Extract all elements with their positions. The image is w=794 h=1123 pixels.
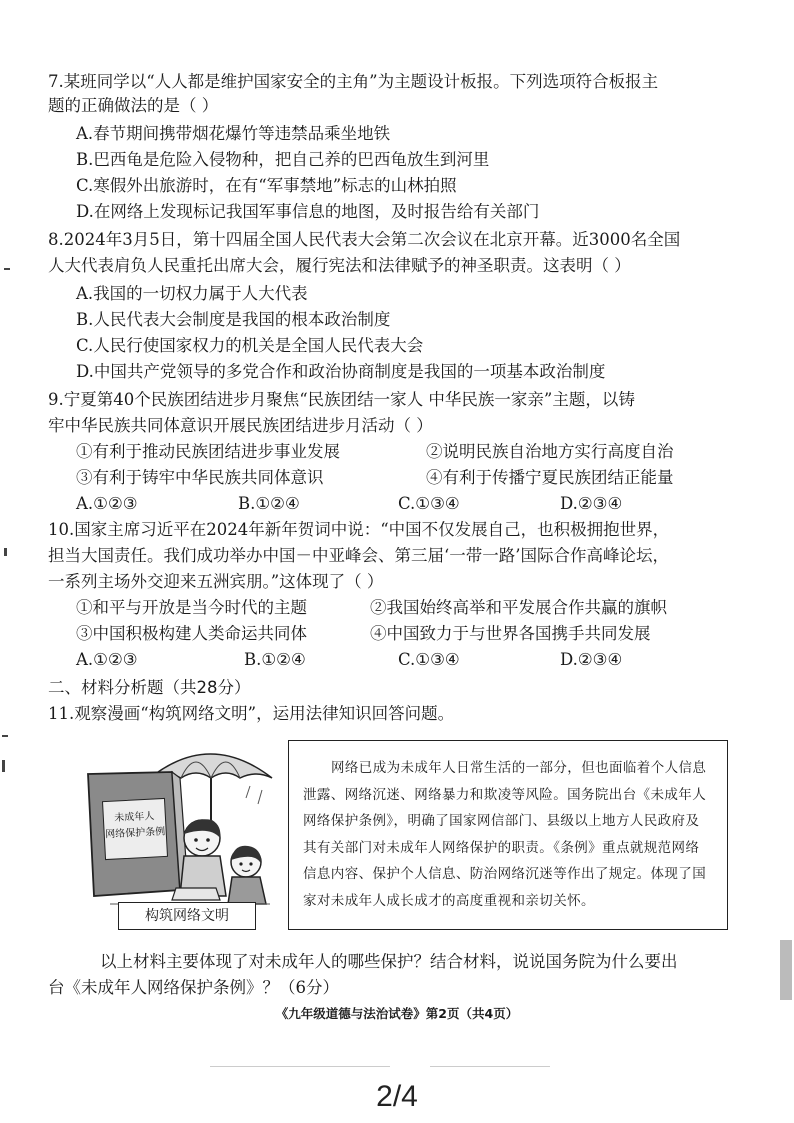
q8-option-c: C.人民行使国家权力的机关是全国人民代表大会	[76, 336, 424, 355]
q8-option-a: A.我国的一切权力属于人大代表	[76, 284, 308, 303]
q8-option-d: D.中国共产党领导的多党合作和政治协商制度是我国的一项基本政治制度	[76, 362, 606, 381]
q9-stem-line2: 牢中华民族共同体意识开展民族团结进步月活动（ ）	[48, 416, 433, 435]
q11-question-line1: 以上材料主要体现了对未成年人的哪些保护？结合材料，说说国务院为什么要出	[100, 952, 678, 971]
q10-item-2: ②我国始终高举和平发展合作共赢的旗帜	[370, 598, 667, 617]
scan-line-bottom-2	[430, 1066, 550, 1067]
q10-choice-b: B.①②④	[244, 650, 306, 669]
q8-option-b: B.人民代表大会制度是我国的根本政治制度	[76, 310, 391, 329]
scan-mark-left-3	[2, 735, 8, 737]
q9-choice-a: A.①②③	[76, 494, 138, 513]
scan-mark-left-2	[4, 548, 7, 556]
q7-stem-line1: 7.某班同学以“人人都是维护国家安全的主角”为主题设计板报。下列选项符合板报主	[48, 72, 659, 91]
page-indicator: 2/4	[376, 1080, 418, 1113]
q9-item-1: ①有利于推动民族团结进步事业发展	[76, 442, 340, 461]
q9-item-2: ②说明民族自治地方实行高度自治	[426, 442, 674, 461]
q9-choice-c: C.①③④	[398, 494, 460, 513]
q9-choice-d: D.②③④	[560, 494, 623, 513]
q10-item-3: ③中国积极构建人类命运共同体	[76, 624, 307, 643]
q9-item-3: ③有利于铸牢中华民族共同体意识	[76, 468, 324, 487]
q10-stem-line1: 10.国家主席习近平在2024年新年贺词中说：“中国不仅发展自己，也积极拥抱世界，	[48, 520, 670, 539]
material-text-box: 网络已成为未成年人日常生活的一部分，但也面临着个人信息泄露、网络沉迷、网络暴力和欺凌等风险。国务院出台《未成年人网络保护条例》，明确了国家网信部门、县级以上地方人民政府及其有关部门对未成年人网络保护的职责。《条例》重点就规范网络信息内容、保护个人信息、防治网络沉迷等作出了规定。体现了国家对未成年人成长成才的高度重视和亲切关怀。	[288, 740, 728, 930]
q7-option-c: C.寒假外出旅游时，在有“军事禁地”标志的山林拍照	[76, 176, 457, 195]
page-footer: 《九年级道德与法治试卷》第2页（共4页）	[275, 1006, 519, 1021]
q8-stem-line1: 8.2024年3月5日，第十四届全国人民代表大会第二次会议在北京开幕。近3000名全国	[48, 230, 681, 249]
q10-choice-d: D.②③④	[560, 650, 623, 669]
q10-item-1: ①和平与开放是当今时代的主题	[76, 598, 307, 617]
comic-caption: 构筑网络文明	[118, 902, 256, 930]
q9-choice-b: B.①②④	[238, 494, 300, 513]
comic-book-title-line2: 网络保护条例	[104, 826, 166, 841]
q10-stem-line3: 一系列主场外交迎来五洲宾朋。”这体现了（ ）	[48, 572, 384, 591]
q8-stem-line2: 人大代表肩负人民重托出席大会，履行宪法和法律赋予的神圣职责。这表明（ ）	[48, 256, 631, 275]
q9-stem-line1: 9.宁夏第40个民族团结进步月聚焦“民族团结一家人 中华民族一家亲”主题，以铸	[48, 390, 635, 409]
section-2-heading: 二、材料分析题（共28分）	[48, 678, 251, 697]
q10-choice-a: A.①②③	[76, 650, 138, 669]
q7-option-d: D.在网络上发现标记我国军事信息的地图，及时报告给有关部门	[76, 202, 540, 221]
q11-question-line2: 台《未成年人网络保护条例》？（6分）	[48, 978, 339, 997]
q11-stem: 11.观察漫画“构筑网络文明”，运用法律知识回答问题。	[48, 704, 455, 723]
q10-item-4: ④中国致力于与世界各国携手共同发展	[370, 624, 651, 643]
q7-option-a: A.春节期间携带烟花爆竹等违禁品乘坐地铁	[76, 124, 391, 143]
q10-stem-line2: 担当大国责任。我们成功举办中国－中亚峰会、第三届‘一带一路’国际合作高峰论坛，	[48, 546, 669, 565]
q7-option-b: B.巴西龟是危险入侵物种，把自己养的巴西龟放生到河里	[76, 150, 490, 169]
q9-item-4: ④有利于传播宁夏民族团结正能量	[426, 468, 674, 487]
q7-stem-line2: 题的正确做法的是（ ）	[48, 96, 219, 115]
scan-line-bottom-1	[210, 1066, 390, 1067]
scan-mark-left-4	[2, 760, 5, 772]
scan-mark-right	[780, 940, 792, 1000]
comic-book-title-line1: 未成年人	[114, 810, 155, 825]
scan-mark-left-1	[4, 268, 10, 270]
q10-choice-c: C.①③④	[398, 650, 460, 669]
